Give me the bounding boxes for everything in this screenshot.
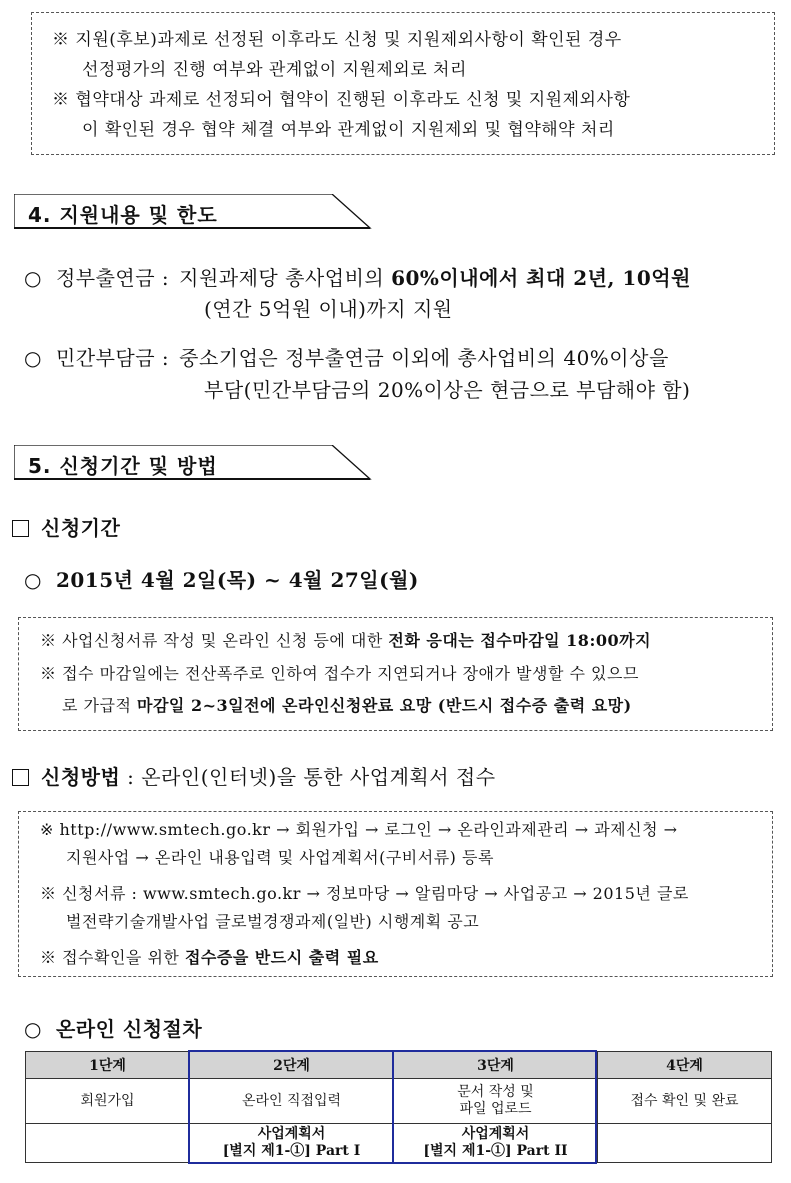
period-note-1-text: ※ 사업신청서류 작성 및 온라인 신청 등에 대한 [40, 631, 389, 650]
top-note-line-1: ※ 지원(후보)과제로 선정된 이후라도 신청 및 지원제외사항이 확인된 경우 [52, 30, 622, 50]
section-5-title: 5. 신청기간 및 방법 [28, 454, 218, 478]
method-note-1b: 지원사업 → 온라인 내용입력 및 사업계획서(구비서류) 등록 [66, 848, 494, 867]
step-3-sub-line-2: [별지 제1-①] Part II [423, 1143, 568, 1159]
period-note-1-bold: 전화 응대는 접수마감일 18:00까지 [388, 631, 652, 650]
bullet-circle: ○ [24, 568, 42, 592]
top-note-line-4: 이 확인된 경우 협약 체결 여부와 관계없이 지원제외 및 협약해약 처리 [82, 120, 615, 140]
step-3-line-2: 파일 업로드 [459, 1101, 532, 1117]
step-2-sub-line-2: [별지 제1-①] Part I [222, 1143, 361, 1159]
private-fund-text-a: 중소기업은 정부출연금 이외에 총사업비의 40%이상을 [179, 346, 669, 370]
step-2-cell: 온라인 직접입력 [190, 1079, 394, 1124]
period-dates-line [24, 566, 419, 594]
online-procedure-title: 온라인 신청절차 [55, 1017, 203, 1041]
step-4-sub-cell [598, 1124, 772, 1163]
section-4-title: 4. 지원내용 및 한도 [28, 203, 218, 227]
top-note-line-3: ※ 협약대상 과제로 선정되어 협약이 진행된 이후라도 신청 및 지원제외사항 [52, 90, 631, 110]
period-dates-text: 2015년 4월 2일(목) ~ 4월 27일(월) [55, 568, 419, 592]
checkbox-square-icon [12, 769, 29, 786]
period-heading [12, 514, 120, 542]
period-note-2b [62, 694, 632, 718]
method-heading-bold: 신청방법 [41, 765, 121, 789]
step-2-header: 2단계 [190, 1052, 394, 1079]
section-4-header [14, 194, 374, 228]
bullet-circle: ○ [24, 1017, 42, 1041]
bullet-circle: ○ [24, 266, 42, 290]
step-3-header: 3단계 [394, 1052, 598, 1079]
method-heading [12, 763, 496, 791]
method-note-2a: ※ 신청서류 : www.smtech.go.kr → 정보마당 → 알림마당 → 사업공고 → 2015년 글로 [40, 884, 689, 903]
step-4-cell: 접수 확인 및 완료 [598, 1079, 772, 1124]
method-heading-rest: : 온라인(인터넷)을 통한 사업계획서 접수 [120, 765, 496, 789]
gov-fund-text-bold: 60%이내에서 최대 2년, 10억원 [391, 266, 691, 290]
step-2-sub-line-1: 사업계획서 [257, 1126, 326, 1142]
step-1-sub-cell [26, 1124, 190, 1163]
step-4-header: 4단계 [598, 1052, 772, 1079]
step-1-header: 1단계 [26, 1052, 190, 1079]
period-note-2b-bold: 마감일 2~3일전에 온라인신청완료 요망 (반드시 접수증 출력 요망) [137, 696, 632, 715]
period-heading-text: 신청기간 [41, 516, 121, 540]
private-fund-line-2: 부담(민간부담금의 20%이상은 현금으로 부담해야 함) [204, 378, 691, 402]
step-3-line-1: 문서 작성 및 [457, 1084, 534, 1100]
private-fund-label: 민간부담금 : [55, 346, 170, 370]
checkbox-square-icon [12, 520, 29, 537]
step-3-sub-line-1: 사업계획서 [461, 1126, 530, 1142]
top-note-line-2: 선정평가의 진행 여부와 관계없이 지원제외로 처리 [82, 60, 467, 80]
bullet-circle: ○ [24, 346, 42, 370]
method-note-1a: ※ http://www.smtech.go.kr → 회원가입 → 로그인 → 온라인과제관리 → 과제신청 → [40, 820, 678, 839]
period-note-1 [40, 629, 651, 653]
method-note-3-bold: 접수증을 반드시 출력 필요 [184, 948, 379, 967]
step-1-cell: 회원가입 [26, 1079, 190, 1124]
gov-fund-line-1 [24, 264, 691, 292]
gov-fund-line-2: (연간 5억원 이내)까지 지원 [204, 297, 453, 321]
gov-fund-text-a: 지원과제당 총사업비의 [179, 266, 392, 290]
period-note-2b-text: 로 가급적 [62, 696, 137, 715]
private-fund-line-1 [24, 344, 669, 372]
gov-fund-label: 정부출연금 : [55, 266, 170, 290]
method-note-2b: 벌전략기술개발사업 글로벌경쟁과제(일반) 시행계획 공고 [66, 912, 480, 931]
period-note-2a: ※ 접수 마감일에는 전산폭주로 인하여 접수가 지연되거나 장애가 발생할 수 있으므 [40, 664, 639, 683]
section-5-header [14, 445, 374, 479]
online-procedure-heading [24, 1015, 202, 1043]
highlight-frame-divider [392, 1050, 394, 1164]
method-note-3 [40, 946, 379, 970]
method-note-3-text: ※ 접수확인을 위한 [40, 948, 185, 967]
